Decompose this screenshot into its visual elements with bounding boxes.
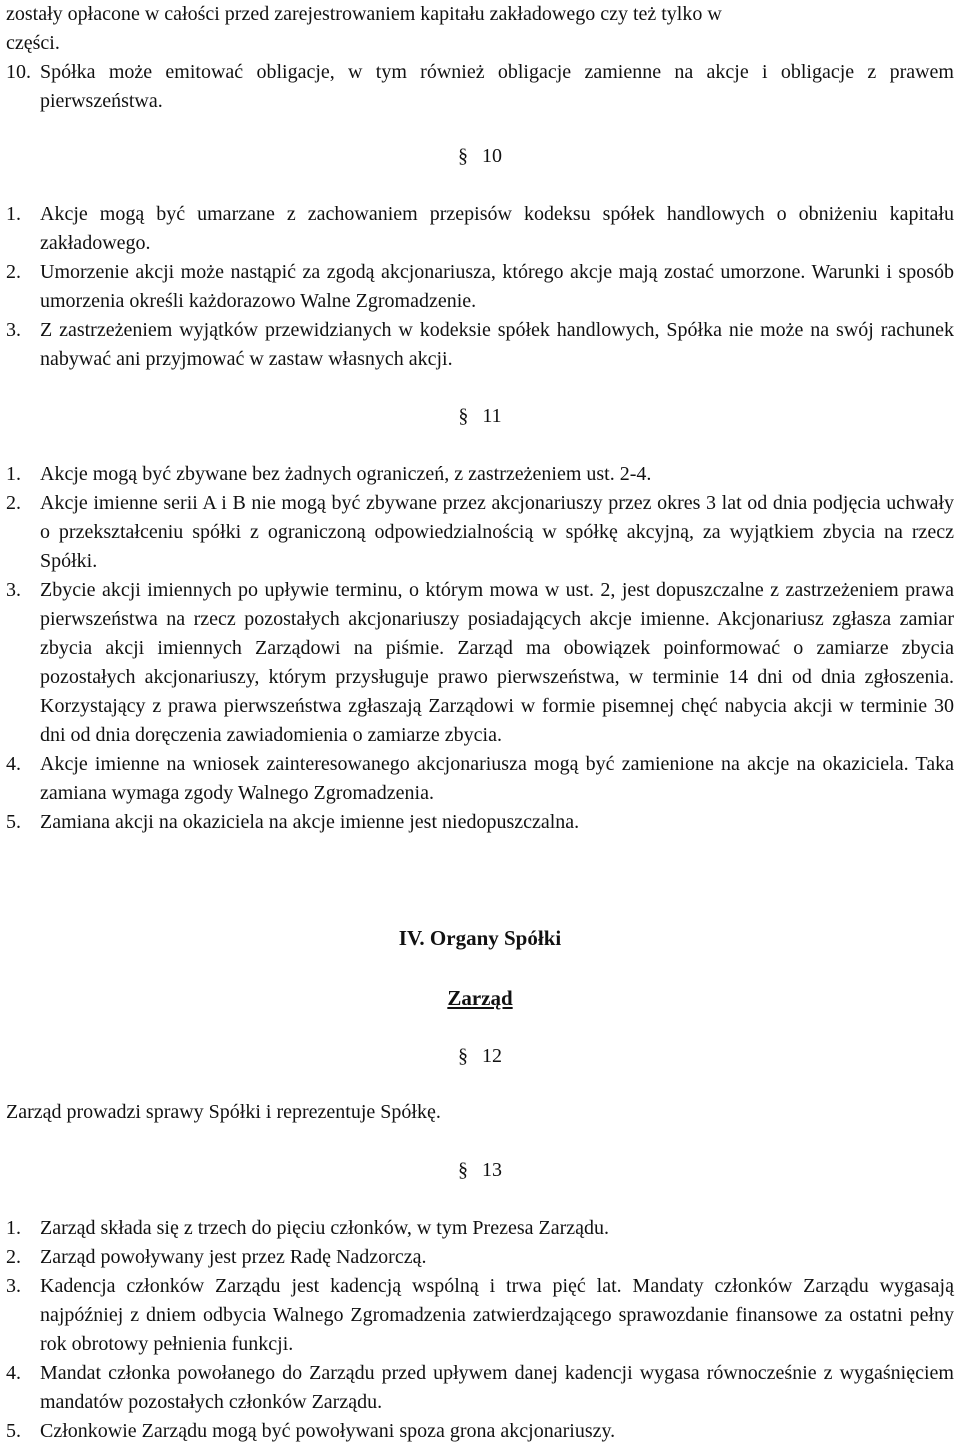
item-number: 1. (6, 203, 21, 225)
item-text: Spółka może emitować obligacje, w tym również obligacje zamienne na akcje i obligacje z prawem pierwszeństwa. (40, 61, 954, 112)
item-number: 10. (6, 61, 31, 83)
item-number: 3. (6, 1275, 21, 1297)
list-item (6, 200, 954, 258)
item-text: Akcje mogą być umarzane z zachowaniem przepisów kodeksu spółek handlowych o obniżeniu kapitału zakładowego. (40, 203, 954, 254)
paragraph-13-list (6, 1214, 954, 1446)
paragraph-number: 13 (482, 1159, 502, 1181)
list-item (6, 576, 954, 750)
item-number: 4. (6, 753, 21, 775)
item-text: Z zastrzeżeniem wyjątków przewidzianych w kodeksie spółek handlowych, Spółka nie może na swój rachunek nabywać ani przyjmować w zastaw własnych akcji. (40, 319, 954, 370)
paragraph-heading-11 (0, 402, 960, 431)
item-10 (6, 58, 954, 116)
item-number: 1. (6, 1217, 21, 1239)
item-text: Kadencja członków Zarządu jest kadencją wspólną i trwa pięć lat. Mandaty członków Zarządu wygasają najpóźniej z dniem odbycia Walnego Zgromadzenia zatwierdzającego sprawozdanie finansowe za ostatni pełny rok obrotowy pełnienia funkcji. (40, 1275, 954, 1355)
list-item (6, 258, 954, 316)
list-item (6, 316, 954, 374)
list-item (6, 460, 954, 489)
paragraph-number: 12 (482, 1045, 502, 1067)
item-number: 5. (6, 1420, 21, 1442)
item-number: 3. (6, 579, 21, 601)
item-number: 4. (6, 1362, 21, 1384)
paragraph-heading-12 (0, 1042, 960, 1071)
item-text: Zarząd powoływany jest przez Radę Nadzorczą. (40, 1246, 427, 1268)
section-sign: § (458, 1159, 468, 1181)
list-item (6, 1214, 954, 1243)
paragraph-11-list (6, 460, 954, 837)
chapter-subtitle: Zarząd (447, 986, 513, 1010)
list-item (6, 750, 954, 808)
section-sign: § (458, 145, 468, 167)
paragraph-12-text: Zarząd prowadzi sprawy Spółki i reprezentuje Spółkę. (6, 1101, 441, 1123)
item-number: 3. (6, 319, 21, 341)
continuation-line-1: zostały opłacone w całości przed zarejestrowaniem kapitału zakładowego czy też tylko w (6, 3, 722, 25)
item-number: 2. (6, 1246, 21, 1268)
item-number: 2. (6, 492, 21, 514)
paragraph-10-list (6, 200, 954, 374)
item-text: Zamiana akcji na okaziciela na akcje imienne jest niedopuszczalna. (40, 811, 580, 833)
item-text: Akcje imienne serii A i B nie mogą być zbywane przez akcjonariuszy przez okres 3 lat od dnia podjęcia uchwały o przekształceniu spółki z ograniczoną odpowiedzialnością w spółkę akcyjną, za wyjątkiem zbycia na rzecz Spółki. (40, 492, 954, 572)
section-sign: § (458, 405, 469, 427)
list-item (6, 808, 954, 837)
continuation-line-2: części. (6, 32, 60, 54)
chapter-title: IV. Organy Spółki (398, 926, 562, 950)
item-number: 1. (6, 463, 21, 485)
item-number: 5. (6, 811, 21, 833)
section-sign: § (458, 1045, 468, 1067)
list-item (6, 1243, 954, 1272)
paragraph-heading-13 (0, 1156, 960, 1185)
item-text: Umorzenie akcji może nastąpić za zgodą akcjonariusza, którego akcje mają zostać umorzone. Warunki i sposób umorzenia określi każdorazowo Walne Zgromadzenie. (40, 261, 954, 312)
list-item (6, 489, 954, 576)
item-text: Akcje imienne na wniosek zainteresowanego akcjonariusza mogą być zamienione na akcje na okaziciela. Taka zamiana wymaga zgody Walnego Zgromadzenia. (40, 753, 954, 804)
item-text: Mandat członka powołanego do Zarządu przed upływem danej kadencji wygasa równocześnie z wygaśnięciem mandatów pozostałych członków Zarządu. (40, 1362, 954, 1413)
item-text: Członkowie Zarządu mogą być powoływani spoza grona akcjonariuszy. (40, 1420, 616, 1442)
paragraph-number: 11 (482, 405, 502, 427)
list-item (6, 1272, 954, 1359)
item-text: Zarząd składa się z trzech do pięciu członków, w tym Prezesa Zarządu. (40, 1217, 610, 1239)
item-number: 2. (6, 261, 21, 283)
paragraph-number: 10 (482, 145, 502, 167)
list-item (6, 1417, 954, 1446)
continuation-text (6, 0, 954, 58)
item-text: Zbycie akcji imiennych po upływie terminu, o którym mowa w ust. 2, jest dopuszczalne z zastrzeżeniem prawa pierwszeństwa na rzecz pozostałych akcjonariuszy posiadających akcje imienne. Akcjonariusz zgłasza zamiar zbycia akcji imiennych Zarządowi na piśmie. Zarząd ma obowiązek poinformować o zamiarze zbycia pozostałych akcjonariuszy, którym przysługuje prawo pierwszeństwa, w terminie 14 dni od dnia zgłoszenia. Korzystający z prawa pierwszeństwa zgłaszają Zarządowi w formie pisemnej chęć nabycia akcji w terminie 30 dni od dnia doręczenia zawiadomienia o zamiarze zbycia. (40, 579, 954, 746)
paragraph-heading-10 (0, 142, 960, 171)
list-item (6, 1359, 954, 1417)
item-text: Akcje mogą być zbywane bez żadnych ograniczeń, z zastrzeżeniem ust. 2-4. (40, 463, 652, 485)
